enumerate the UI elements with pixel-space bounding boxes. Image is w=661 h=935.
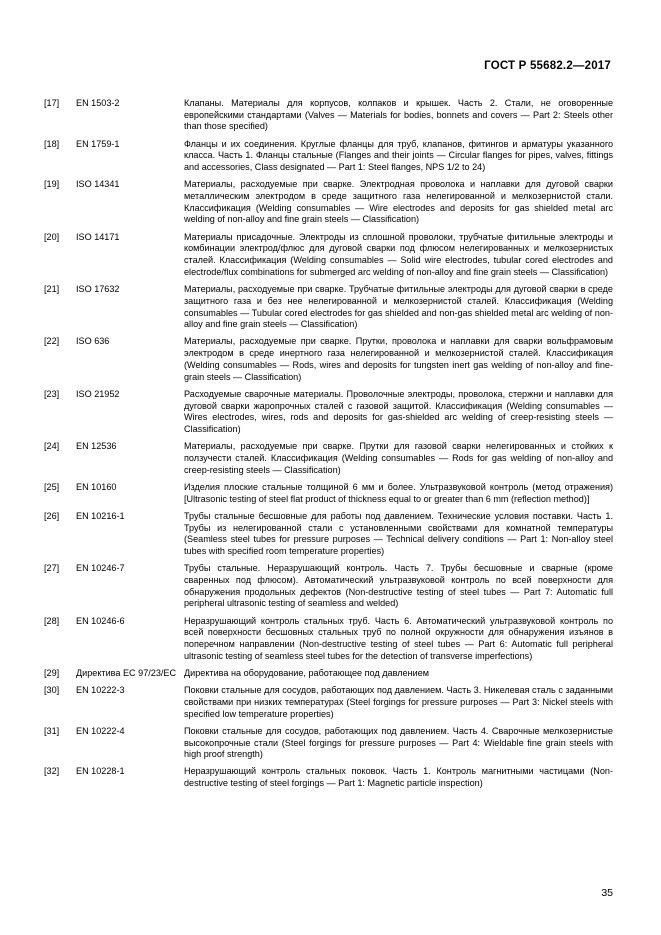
reference-standard: ISO 636 <box>76 336 110 347</box>
reference-number: [30] <box>44 685 60 696</box>
reference-description: Клапаны. Материалы для корпусов, колпаков и крышек. Часть 2. Стали, не оговоренные европейскими стандартами (Valves — Materials for bodies, bonnets and covers — Part 2: Steels other than those specified) <box>184 98 613 132</box>
table-row <box>44 616 613 668</box>
reference-description: Поковки стальные для сосудов, работающих под давлением. Часть 3. Никелевая сталь с заданными свойствами при низких температурах (Steel forgings for pressure purposes — Part 3: Nickel steels with specified low temperature properties) <box>184 685 613 719</box>
reference-description: Материалы, расходуемые при сварке. Прутки, проволока и наплавки для сварки вольфрамовым электродом в среде инертного газа нелегированной и мелкозернистой сталей. Классификация (Welding consumables — Rods, wires and deposits for tungsten inert gas welding of non-alloy and fine-grain steels — Classification) <box>184 336 613 382</box>
reference-standard: EN 10222-4 <box>76 725 125 736</box>
table-row <box>44 179 613 231</box>
table-row <box>44 284 613 336</box>
table-row <box>44 139 613 180</box>
reference-description: Материалы, расходуемые при сварке. Трубчатые фитильные электроды для дуговой сварки в среде защитного газа и без нее нелегированной и мелкозернистой сталей. Классификация (Welding consumables — Tubular cored electrodes for gas shielded and non-gas shielded metal arc welding of non-alloy and fine grain steels — Classification) <box>184 284 613 330</box>
table-row <box>44 511 613 563</box>
table-row <box>44 766 613 795</box>
references-table <box>44 98 613 795</box>
reference-number: [29] <box>44 667 60 678</box>
table-row <box>44 668 613 685</box>
reference-number: [18] <box>44 138 60 149</box>
table-row <box>44 563 613 615</box>
reference-standard: EN 10246-6 <box>76 615 125 626</box>
reference-number: [28] <box>44 615 60 626</box>
table-row <box>44 98 613 139</box>
reference-number: [32] <box>44 766 60 777</box>
reference-description: Материалы, расходуемые при сварке. Прутки для газовой сварки нелегированных и стойких к ползучести сталей. Классификация (Welding consumables — Rods for gas welding of non-alloy and creep-resisting steels — Classification) <box>184 441 613 475</box>
reference-number: [20] <box>44 231 60 242</box>
reference-description: Поковки стальные для сосудов, работающих под давлением. Часть 4. Сварочные мелкозернистые высокопрочные стали (Steel forgings for pressure purposes — Part 4: Wieldable fine grain steels with high proof strength) <box>184 725 613 760</box>
reference-description: Директива на оборудование, работающее под давлением <box>184 667 430 678</box>
reference-standard: EN 10222-3 <box>76 685 125 696</box>
page-number: 35 <box>601 887 613 899</box>
reference-standard: EN 10246-7 <box>76 563 125 574</box>
reference-standard: EN 10216-1 <box>76 510 125 521</box>
table-row <box>44 441 613 482</box>
reference-description: Неразрушающий контроль стальных поковок. Часть 1. Контроль магнитными частицами (Non-destructive testing of steel forgings — Part 1: Magnetic particle inspection) <box>184 766 613 789</box>
reference-description: Трубы стальные. Неразрушающий контроль. Часть 7. Трубы бесшовные и сварные (кроме сваренных под флюсом). Автоматический ультразвуковой контроль по всей поверхности для обнаружения продольных дефектов (Non-destructive testing of steel tubes — Part 7: Automatic full peripheral ultrasonic testing of seamless and welded) <box>184 563 613 609</box>
reference-standard: EN 1759-1 <box>76 138 120 149</box>
table-row <box>44 232 613 284</box>
reference-number: [27] <box>44 563 60 574</box>
reference-standard: Директива ЕС 97/23/ЕС <box>76 667 177 678</box>
reference-number: [23] <box>44 388 60 399</box>
reference-description: Материалы, расходуемые при сварке. Электродная проволока и наплавки для дуговой сварки металлическим электродом в среде защитного газа нелегированной и мелкозернистой стали. Классификация (Welding consumables — Wire electrodes and deposits for gas shielded metal arc welding of non-alloy and fine grain steels — Classification) <box>184 179 613 225</box>
reference-number: [17] <box>44 98 60 108</box>
reference-standard: ISO 14341 <box>76 179 120 190</box>
reference-number: [19] <box>44 179 60 190</box>
reference-number: [25] <box>44 481 60 492</box>
reference-standard: ISO 17632 <box>76 284 120 295</box>
reference-description: Фланцы и их соединения. Круглые фланцы для труб, клапанов, фитингов и арматуры указанного класса. Часть 1. Фланцы стальные (Flanges and their joints — Circular flanges for pipes, valves, fittings and accessories, Class designated — Part 1: Steel flanges, NPS 1/2 to 24) <box>184 138 613 173</box>
table-row <box>44 336 613 388</box>
reference-number: [22] <box>44 336 60 347</box>
reference-standard: EN 12536 <box>76 441 117 452</box>
table-row <box>44 685 613 726</box>
references-body <box>44 98 613 795</box>
reference-number: [26] <box>44 510 60 521</box>
reference-standard: ISO 14171 <box>76 231 120 242</box>
reference-standard: ISO 21952 <box>76 388 120 399</box>
page-header: ГОСТ Р 55682.2—2017 <box>484 60 611 72</box>
reference-description: Изделия плоские стальные толщиной 6 мм и более. Ультразвуковой контроль (метод отражения) [Ultrasonic testing of steel flat product of thickness equal to or greater than 6 mm (reflection method)] <box>184 481 613 504</box>
reference-number: [21] <box>44 284 60 295</box>
reference-standard: EN 1503-2 <box>76 98 120 108</box>
reference-description: Неразрушающий контроль стальных труб. Часть 6. Автоматический ультразвуковой контроль по всей поверхности бесшовных стальных труб по полной окружности для обнаружения изъянов в поперечном направлении (Non-destructive testing of steel tubes — Part 6: Automatic full peripheral ultrasonic testing of seamless steel tubes for the detection of transverse imperfections) <box>184 615 613 661</box>
reference-number: [31] <box>44 725 60 736</box>
reference-standard: EN 10160 <box>76 481 117 492</box>
reference-number: [24] <box>44 441 60 452</box>
reference-standard: EN 10228-1 <box>76 766 125 777</box>
table-row <box>44 482 613 511</box>
reference-description: Расходуемые сварочные материалы. Проволочные электроды, проволока, стержни и наплавки для дуговой сварки жаропрочных сталей с газовой защитой. Классификация (Welding consumables — Wires electrodes, wires, rods and deposits for gas-shielded arc welding of creep-resisting steels — Classification) <box>184 388 613 434</box>
reference-description: Трубы стальные бесшовные для работы под давлением. Технические условия поставки. Часть 1. Трубы из нелегированной стали с установленными свойствами для комнатной температуры (Seamless steel tubes for pressure purposes — Technical delivery conditions — Part 1: Non-alloy steel tubes with specified room temperature properties) <box>184 510 613 556</box>
table-row <box>44 726 613 767</box>
reference-description: Материалы присадочные. Электроды из сплошной проволоки, трубчатые фитильные электроды и комбинации электрод/флюс для дуговой сварки под флюсом нелегированных и мелкозернистых сталей. Классификация (Welding consumables — Solid wire electrodes, tubular cored electrodes and electrode/flux combinations for submerged arc welding of non-alloy and fine grain steels — Classification) <box>184 231 613 277</box>
table-row <box>44 389 613 441</box>
